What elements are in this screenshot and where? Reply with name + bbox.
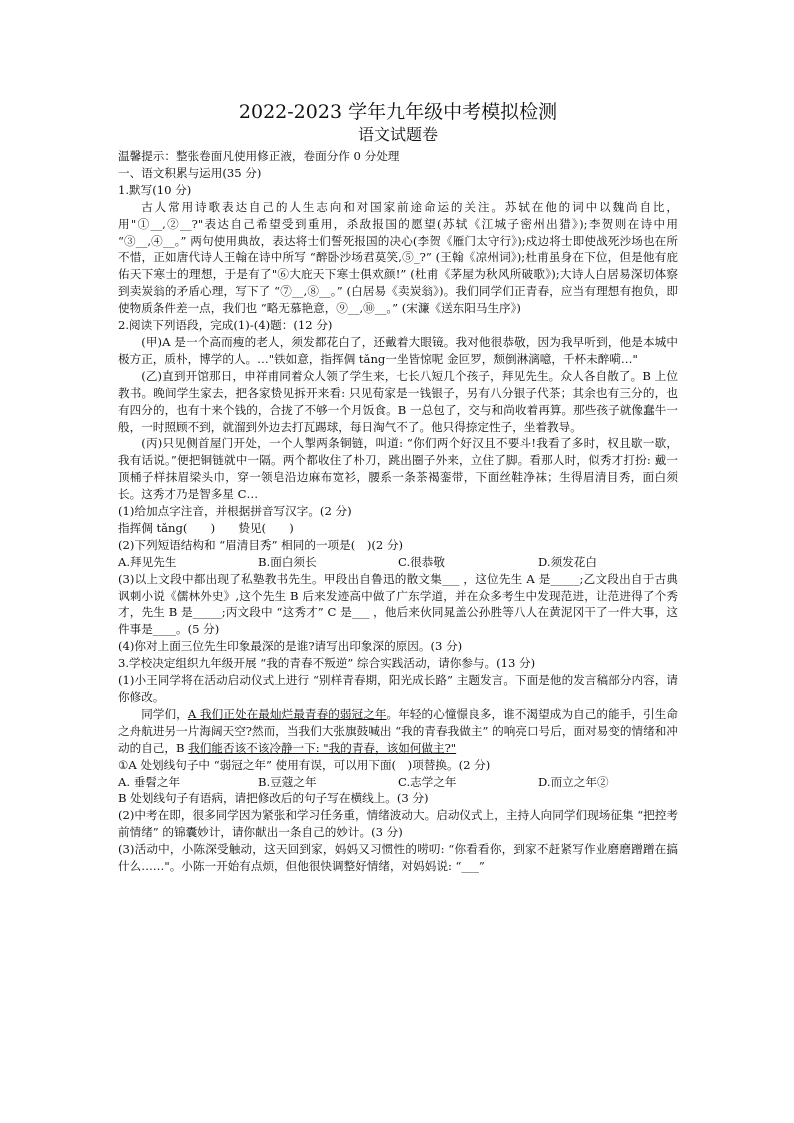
passage-bing: (丙)只见侧首屋门开处，一个人掣两条铜链，叫道: “你们两个好汉且不要斗!我看了多时，权且歇一歇，我有话说。”便把铜链就中一隔。两个都收住了朴刀，跳出圈子外来，立住了脚。看那人时，似秀才打扮: 戴一顶桶子样抹眉梁头巾，穿一领皂沿边麻布宽衫，腰系一条茶褐銮带，下面丝鞋净袜；生得眉清目秀，面白须长。这秀才乃是智多星 C… bbox=[118, 436, 678, 502]
exam-title: 2022-2023 学年九年级中考模拟检测 bbox=[238, 101, 558, 123]
question-2-sub-4: (4)你对上面三位先生印象最深的是谁?请写出印象深的原因。(3 分) bbox=[118, 639, 463, 654]
notice-text: 温馨提示：整张卷面凡使用修正液，卷面分作 0 分处理 bbox=[118, 149, 400, 163]
option-a: A. 垂髫之年 bbox=[118, 774, 181, 789]
option-b: B.豆蔻之年 bbox=[258, 774, 317, 789]
underlined-sentence-a: A 我们正处在最灿烂最青春的弱冠之年 bbox=[187, 706, 387, 721]
question-3-sub-2: (2)中考在即，很多同学因为紧张和学习任务重，情绪波动大。启动仪式上，主持人向同学们现场征集 “把控考前情绪” 的锦囊妙计，请你献出一条自己的妙计。(3 分) bbox=[118, 808, 678, 840]
question-3-item-1-options bbox=[118, 774, 678, 791]
underlined-sentence-b: 我们能否该不该冷静一下: "我的青春，该如何做主?" bbox=[188, 740, 457, 755]
question-3-item-2: B 处划线句子有语病，请把修改后的句子写在横线上。(3 分) bbox=[118, 791, 429, 806]
option-d: D.而立之年② bbox=[538, 774, 609, 789]
option-a: A.拜见先生 bbox=[118, 554, 177, 569]
question-3-sub-1: (1)小王同学将在活动启动仪式上进行 “别样青春期，阳光成长路” 主题发言。下面是他的发言稿部分内容，请你修改。 bbox=[118, 673, 678, 704]
passage-yi: (乙)直到开馆那日，申祥甫同着众人领了学生来，七长八短几个孩子，拜见先生。众人各自散了。B 上位教书。晚间学生家去，把各家贽见拆开来看: 只见荀家是一钱银子，另有八分银子代茶；其余也有三分的，也有四分的，也有十来个钱的，合拢了不够一个月饭食。B 一总包了，交与和尚收着再算。那些孩子就像蠢牛一般，一时照顾不到，就溜到外边去打瓦踢球，每日淘气不了。他只得捺定性子，坐着教导。 bbox=[118, 368, 678, 434]
option-d: D.须发花白 bbox=[538, 554, 597, 569]
question-1-body: 古人常用诗歌表达自己的人生志向和对国家前途命运的关注。苏轼在他的词中以魏尚自比，用"①__,②__?"表达自己希望受到重用，杀敌报国的愿望(苏轼《江城子密州出猎》);李贺则在诗中用 “③__,④__。” 两句使用典故，表达将士们誓死报国的决心(李贺《雁门太守行》);戍边将士即使战死沙场也在所不惜，正如唐代诗人王翰在诗中所写 “醉卧沙场君莫笑,⑤_?” (王翰《凉州词》);杜甫虽身在下位，但是他有庇佑天下寒士的理想，于是有了"⑥大庇天下寒士俱欢颜!” (杜甫《茅屋为秋风所破歌》);大诗人白居易深切体察到卖炭翁的矛盾心理，写下了 “⑦__,⑧__。” (白居易《卖炭翁》)。我们同学们正青春，应当有理想有抱负，即使物质条件差一点，我们也 “略无慕艳意，⑨__,⑩__。” (宋濂《送东阳马生序》) bbox=[118, 199, 678, 316]
passage-jia: (甲)A 是一个高而瘦的老人，须发都花白了，还戴着大眼镜。我对他很恭敬，因为我早听到，他是本城中极方正，质朴，博学的人。…"铁如意，指挥倜 tǎng一坐皆惊呢 金叵罗，颓倒淋漓噫，千杯未醉嗬…" bbox=[118, 334, 678, 366]
speech-greeting: 同学们， bbox=[141, 706, 188, 721]
question-1-heading: 1.默写(10 分) bbox=[118, 182, 192, 197]
exam-page bbox=[118, 100, 678, 875]
question-2-sub-3: (3)以上文段中都出现了私塾教书先生。甲段出自鲁迅的散文集___ ，这位先生 A 是_____;乙文段出自于古典讽刺小说《儒林外史》,这个先生 B 后来发迹高中做了广东学道，并在众多考生中发现范进，让范进得了个秀才，先生 B 是_____;丙文段中 “这秀才” C 是___ ，他后来伙同晁盖公孙胜等八人在黄泥冈干了一件大事，这件事是____。(5 分) bbox=[118, 571, 678, 637]
question-2-sub-1: (1)给加点字注音，并根据拼音写汉字。(2 分) bbox=[118, 504, 352, 519]
question-2-sub-1-blanks: 指挥倜 tǎng( ) 贽见( ) bbox=[118, 520, 294, 535]
speech-middle: 。年轻的心憧憬良多，谁不渴望成为自己的能手，引生命之舟航进另一片海阔天空?然而，当我们大张旗鼓喊出 “我的青春我做主” 的响亮口号后，面对易变的情绪和冲动的自己，B bbox=[118, 706, 678, 755]
question-3-item-1: ①A 处划线句子中 “弱冠之年” 使用有误，可以用下面( )项替换。(2 分) bbox=[118, 757, 491, 772]
exam-subtitle: 语文试题卷 bbox=[357, 125, 438, 144]
option-b: B.面白须长 bbox=[258, 554, 317, 569]
question-2-sub-2-options bbox=[118, 554, 678, 571]
question-3-heading: 3.学校决定组织九年级开展 “我的青春不叛逆” 综合实践活动，请你参与。(13 分) bbox=[118, 656, 536, 671]
speech-text bbox=[118, 706, 678, 757]
question-2-sub-2: (2)下列短语结构和 “眉清目秀” 相同的一项是( )(2 分) bbox=[118, 537, 404, 552]
question-3-sub-3: (3)活动中，小陈深受触动，这天回到家，妈妈又习惯性的唠叨: “你看看你，到家不赶紧写作业磨磨蹭蹭在搞什么……"。小陈一开始有点烦，但他很快调整好情绪，对妈妈说: “___” bbox=[118, 842, 678, 874]
option-c: C.志学之年 bbox=[398, 774, 457, 789]
question-2-heading: 2.阅读下列语段，完成(1)-(4)题：(12 分) bbox=[118, 318, 333, 333]
option-c: C.很恭敬 bbox=[398, 554, 445, 569]
section-heading: 一、语文积累与运用(35 分) bbox=[118, 165, 262, 180]
